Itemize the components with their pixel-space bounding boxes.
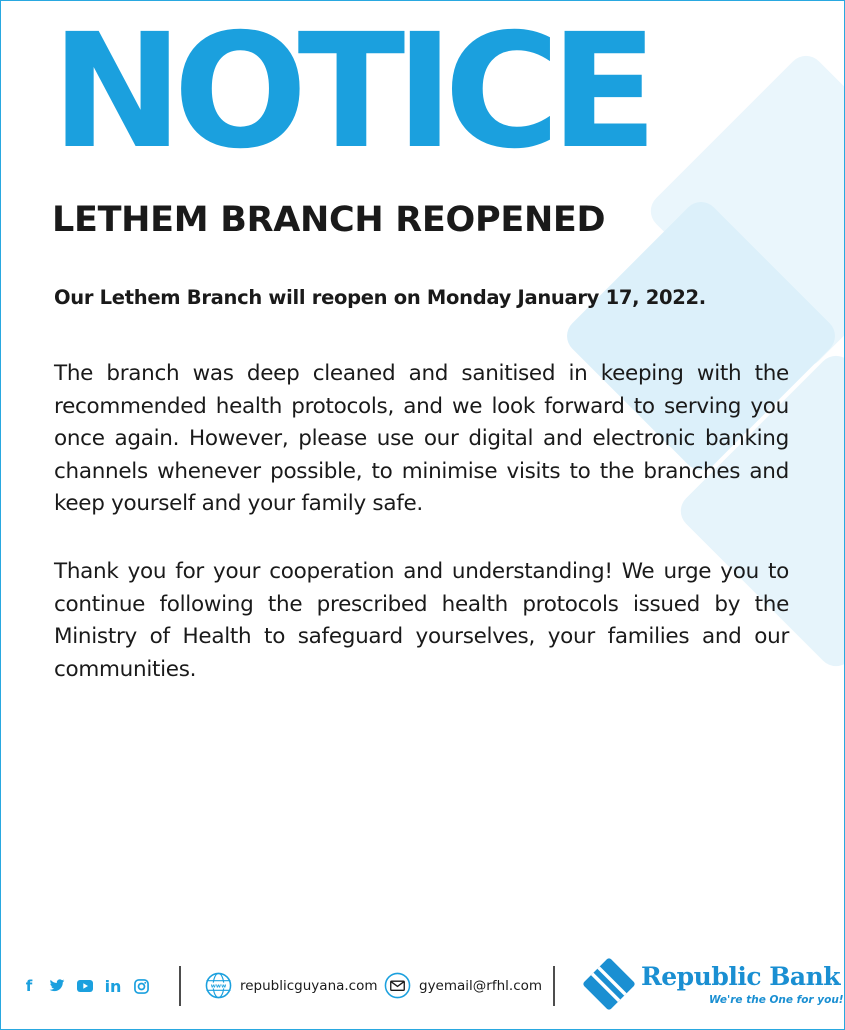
notice-subtitle: LETHEM BRANCH REOPENED <box>52 200 606 240</box>
twitter-icon[interactable] <box>49 978 65 994</box>
globe-icon <box>205 972 232 999</box>
email-link[interactable] <box>384 972 542 999</box>
youtube-icon[interactable] <box>77 978 93 994</box>
instagram-icon[interactable] <box>133 978 149 994</box>
footer-divider <box>553 966 555 1006</box>
email-text: gyemail@rfhl.com <box>419 977 543 994</box>
footer <box>1 946 844 1026</box>
body-paragraph: Thank you for your cooperation and understanding! We urge you to continue following the prescribed health protocols issued by the Ministry of Health to safeguard yourselves, your families and our communities. <box>54 559 789 682</box>
website-link[interactable] <box>205 972 378 999</box>
footer-divider <box>179 966 181 1006</box>
mail-icon <box>384 972 411 999</box>
lead-sentence: Our Lethem Branch will reopen on Monday January 17, 2022. <box>54 286 706 309</box>
linkedin-icon[interactable]: in <box>104 976 122 996</box>
brand-tagline: We're the One for you! <box>709 994 844 1006</box>
svg-text:www: www <box>210 983 227 990</box>
republic-bank-logo <box>581 952 844 1018</box>
republic-bank-logo-mark <box>581 954 637 1014</box>
body-paragraph: The branch was deep cleaned and sanitised in keeping with the recommended health protocols, and we look forward to serving you once again. However, please use our digital and electronic banking channels whenever possible, to minimise visits to the branches and keep yourself and your family safe. <box>54 361 789 516</box>
social-links <box>21 978 149 994</box>
facebook-icon[interactable]: f <box>25 977 33 995</box>
website-text: republicguyana.com <box>240 977 378 994</box>
notice-title: NOTICE <box>51 0 648 184</box>
brand-name: Republic Bank <box>641 962 841 991</box>
